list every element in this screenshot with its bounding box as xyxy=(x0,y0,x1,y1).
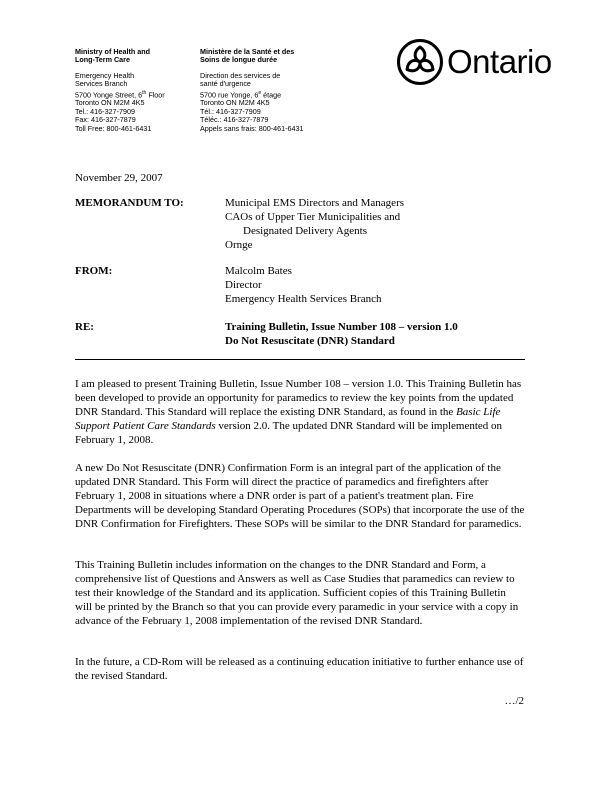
body-paragraph-3: This Training Bulletin includes information on the changes to the DNR Standard and Form, a comprehensive list of Questions and Answers as well as Case Studies that paramedics can review to test their knowledge of the Standard and its application. Sufficient copies of this Training Bulletin will be printed by the Branch so that you can provide every paramedic in your service with a copy in advance of the February 1, 2008 implementation of the revised DNR Standard. xyxy=(75,559,519,627)
city-address-en: Toronto ON M2M 4K5 xyxy=(75,98,145,108)
body-paragraph-2: A new Do Not Resuscitate (DNR) Confirmation Form is an integral part of the application of the updated DNR Standard. This Form will direct the practice of paramedics and firefighters after February 1, 2008 in situations where a DNR order is part of a patient's treatment plan. Fire Departments will be developing Standard Operating Procedures (SOPs) that incorporate the use of the DNR Confirmation for Firefighters. These SOPs will be similar to the DNR Standard for paramedics. xyxy=(75,462,525,530)
branch-name-en-line1: Emergency Health xyxy=(75,70,135,80)
memo-from-label: FROM: xyxy=(75,265,113,277)
memo-to-label: MEMORANDUM TO: xyxy=(75,197,184,209)
memo-date: November 29, 2007 xyxy=(75,172,163,184)
tollfree-fr: Appels sans frais: 800-461-6431 xyxy=(200,123,304,133)
ministry-name-en-line1: Ministry of Health and xyxy=(75,47,151,56)
recipient-line: Ornge xyxy=(225,239,253,251)
letterhead-french xyxy=(200,48,330,133)
sender-line: Emergency Health Services Branch xyxy=(225,293,382,305)
recipient-line: Municipal EMS Directors and Managers xyxy=(225,197,405,209)
letterhead-english xyxy=(75,48,193,133)
recipient-line: Designated Delivery Agents xyxy=(243,225,368,237)
fax-en: Fax: 416-327-7879 xyxy=(75,115,136,125)
recipient-line: CAOs of Upper Tier Municipalities and xyxy=(225,211,401,223)
telephone-en: Tel.: 416-327-7909 xyxy=(75,106,135,116)
branch-name-fr-line2: santé d'urgence xyxy=(200,79,251,89)
street-address-en: 5700 Yonge Street, 6th Floor xyxy=(75,89,165,100)
ministry-name-fr-line2: Soins de longue durée xyxy=(200,55,278,65)
street-address-fr: 5700 rue Yonge, 6e étage xyxy=(200,89,282,100)
tollfree-en: Toll Free: 800-461-6431 xyxy=(75,123,152,133)
ontario-wordmark: Ontario xyxy=(447,43,552,80)
ministry-name-fr-line1: Ministère de la Santé et des xyxy=(200,47,295,56)
page-continuation-marker: …/2 xyxy=(504,695,524,707)
memo-subject xyxy=(225,320,525,348)
subject-line: Training Bulletin, Issue Number 108 – version 1.0 xyxy=(225,321,458,333)
ministry-name-en-line2: Long-Term Care xyxy=(75,55,130,65)
body-paragraph-4: In the future, a CD-Rom will be released as a continuing education initiative to further enhance use of the revised Standard. xyxy=(75,656,524,682)
city-address-fr: Toronto ON M2M 4K5 xyxy=(200,98,270,108)
subject-line: Do Not Resuscitate (DNR) Standard xyxy=(225,335,395,347)
ontario-trillium-icon xyxy=(396,38,444,86)
telephone-fr: Tél.: 416-327-7909 xyxy=(200,106,261,116)
memo-from-sender xyxy=(225,264,525,306)
branch-name-fr-line1: Direction des services de xyxy=(200,70,281,80)
body-paragraph-1: I am pleased to present Training Bulletin, Issue Number 108 – version 1.0. This Training Bulletin has been developed to provide an opportunity for paramedics to review the key points from the updated DNR Standard. This Standard will replace the existing DNR Standard, as found in the Basic Life Support Patient Care Standards version 2.0. The updated DNR Standard will be implemented on February 1, 2008. xyxy=(75,378,522,446)
memo-re-label: RE: xyxy=(75,321,94,333)
branch-name-en-line2: Services Branch xyxy=(75,79,128,89)
fax-fr: Téléc.: 416-327-7879 xyxy=(200,115,269,125)
memo-to-recipients xyxy=(225,196,525,252)
header-divider xyxy=(75,359,525,360)
sender-line: Malcolm Bates xyxy=(225,265,292,277)
sender-line: Director xyxy=(225,279,262,291)
ontario-logo xyxy=(396,38,572,88)
